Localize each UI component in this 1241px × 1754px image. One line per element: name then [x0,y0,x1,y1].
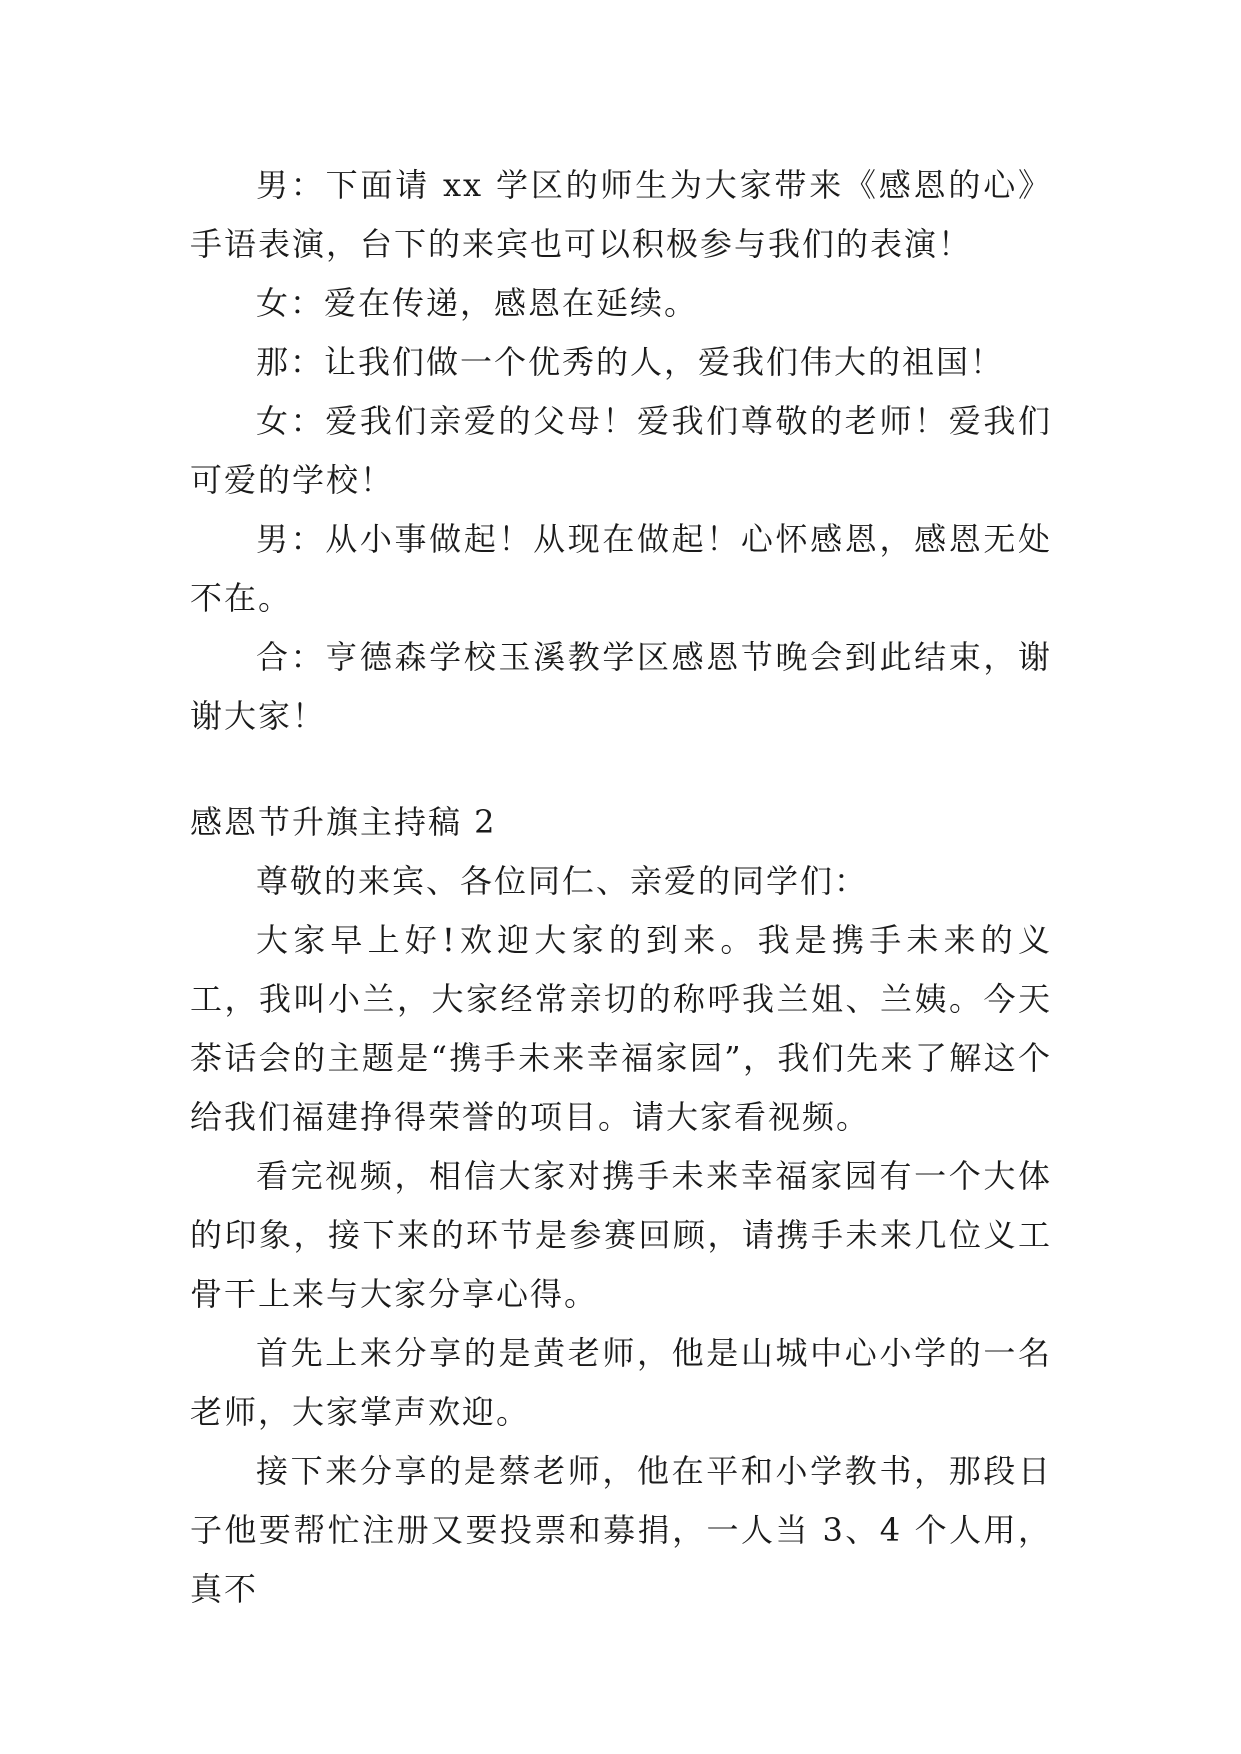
section-title: 感恩节升旗主持稿 2 [190,803,497,841]
dialogue-paragraph: 那：让我们做一个优秀的人，爱我们伟大的祖国！ [256,343,1005,381]
speech-paragraph: 看完视频，相信大家对携手未来幸福家园有一个大体的印象，接下来的环节是参赛回顾，请携手未来几位义工骨干上来与大家分享心得。 [190,1157,1052,1313]
script-section-two [190,793,1052,1619]
speech-paragraph: 接下来分享的是蔡老师，他在平和小学教书，那段日子他要帮忙注册又要投票和募捐，一人当 3、4 个人用，真不 [190,1452,1052,1608]
script-section-one [190,156,1052,746]
speech-paragraph: 首先上来分享的是黄老师，他是山城中心小学的一名老师，大家掌声欢迎。 [190,1334,1052,1431]
dialogue-paragraph: 合：亨德森学校玉溪教学区感恩节晚会到此结束，谢谢大家！ [190,638,1052,735]
dialogue-paragraph: 男：下面请 xx 学区的师生为大家带来《感恩的心》手语表演，台下的来宾也可以积极参与我们的表演！ [190,166,1052,263]
dialogue-paragraph: 男：从小事做起！从现在做起！心怀感恩，感恩无处不在。 [190,520,1052,617]
speech-paragraph: 大家早上好!欢迎大家的到来。我是携手未来的义工，我叫小兰，大家经常亲切的称呼我兰姐、兰姨。今天茶话会的主题是“携手未来幸福家园”，我们先来了解这个给我们福建挣得荣誉的项目。请大家看视频。 [190,921,1052,1136]
dialogue-paragraph: 女：爱在传递，感恩在延续。 [256,284,699,322]
dialogue-paragraph: 女：爱我们亲爱的父母！爱我们尊敬的老师！爱我们可爱的学校！ [190,402,1052,499]
speech-paragraph: 尊敬的来宾、各位同仁、亲爱的同学们： [256,862,869,900]
